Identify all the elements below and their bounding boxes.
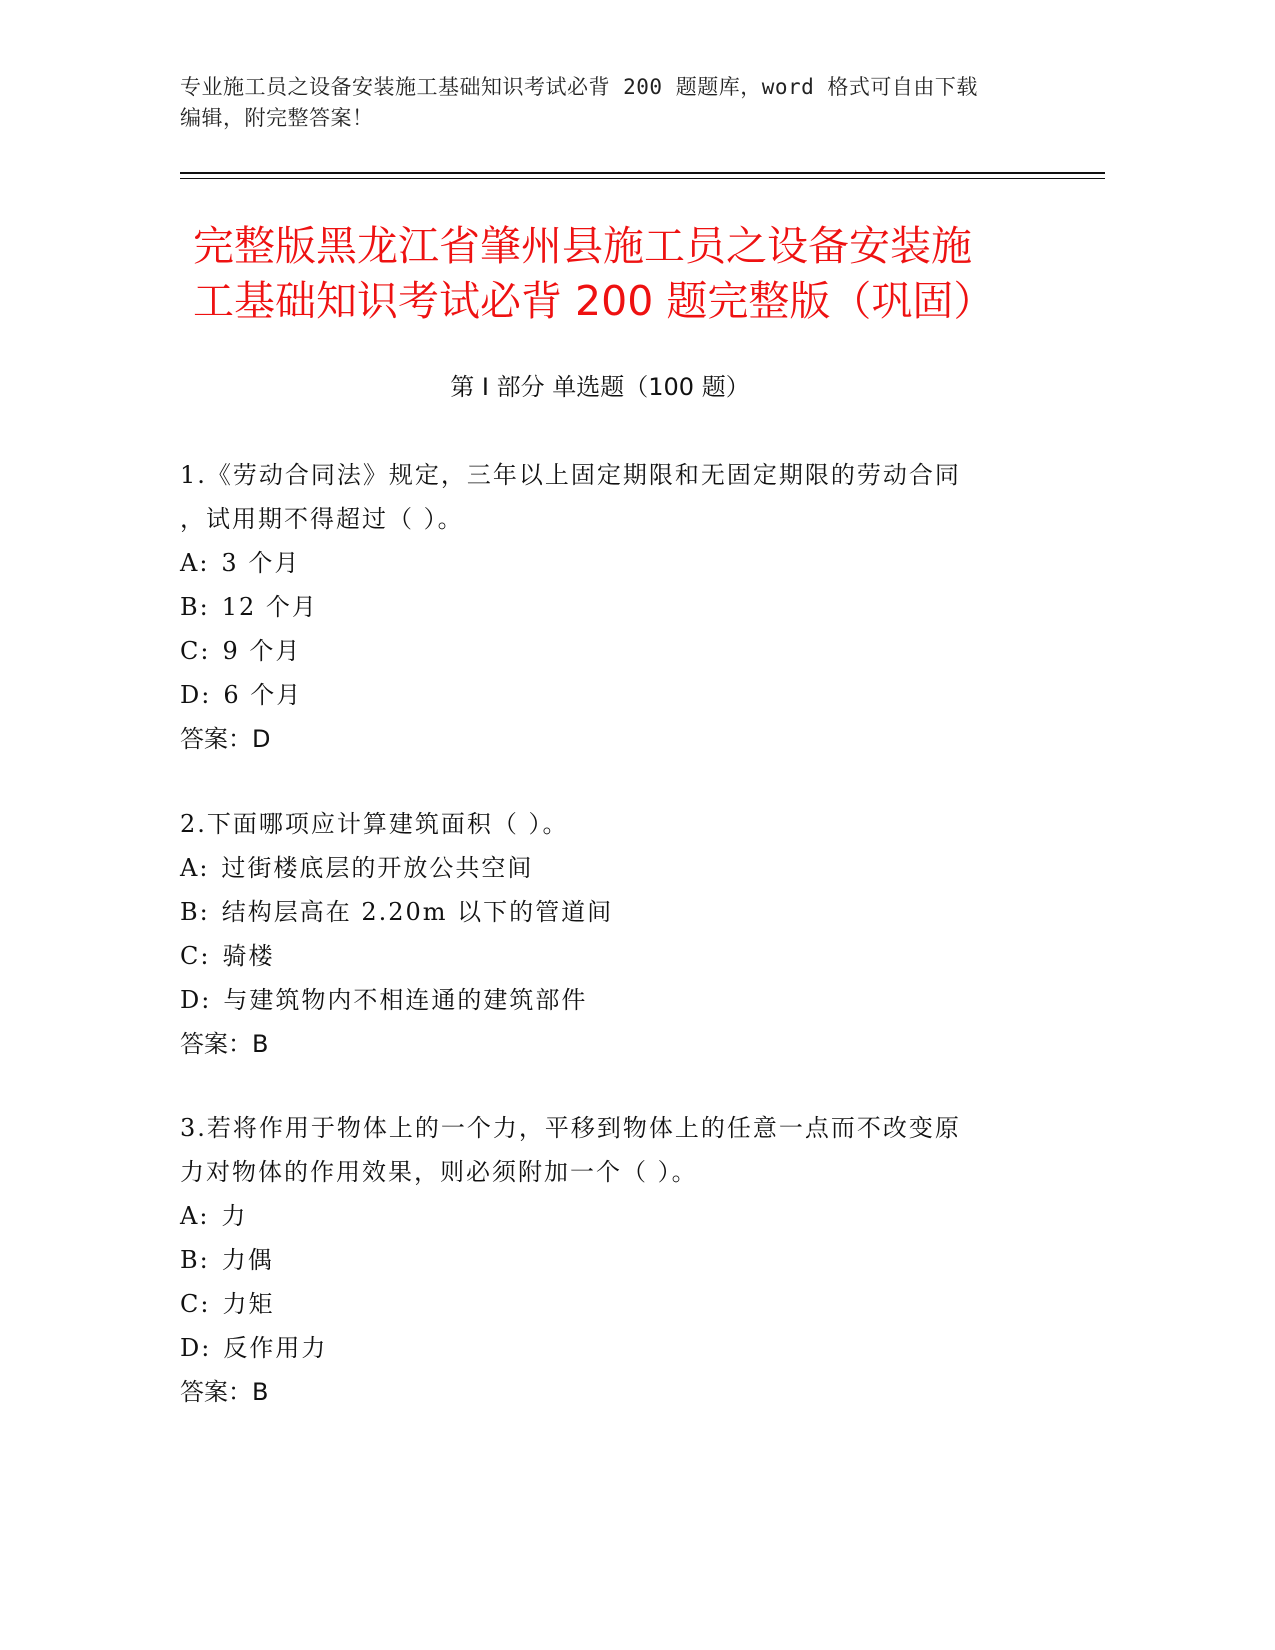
question-stem-line2: ，试用期不得超过（ ）。 (180, 505, 464, 533)
option-text: 力 (221, 1202, 248, 1230)
option-key: A: (180, 549, 210, 577)
option-key: D: (180, 1334, 212, 1362)
option-b (180, 1238, 1040, 1282)
option-key: B: (180, 1246, 210, 1274)
question-stem-line1: 1.《劳动合同法》规定，三年以上固定期限和无固定期限的劳动合同 (180, 461, 961, 489)
option-key: A: (180, 854, 210, 882)
option-b (180, 890, 1040, 934)
option-text: 6 个月 (223, 681, 303, 709)
option-text: 反作用力 (223, 1334, 328, 1362)
question-answer: 答案：B (180, 1030, 269, 1058)
option-c (180, 934, 1040, 978)
question-3 (180, 1106, 1040, 1414)
question-stem-line1: 3.若将作用于物体上的一个力，平移到物体上的任意一点而不改变原 (180, 1114, 961, 1142)
option-a (180, 846, 1040, 890)
option-text: 骑楼 (222, 942, 275, 970)
option-text: 过街楼底层的开放公共空间 (221, 854, 534, 882)
option-key: D: (180, 681, 212, 709)
option-key: D: (180, 986, 212, 1014)
section-title: 第 I 部分 单选题（100 题） (450, 373, 750, 401)
question-stem-line1: 2.下面哪项应计算建筑面积（ ）。 (180, 810, 569, 838)
option-a (180, 541, 1040, 585)
document-title-line1: 完整版黑龙江省肇州县施工员之设备安装施 (193, 222, 972, 270)
option-d (180, 673, 1040, 717)
option-text: 力偶 (221, 1246, 274, 1274)
option-c (180, 1282, 1040, 1326)
header-divider-thin (180, 178, 1105, 179)
option-key: B: (180, 593, 210, 621)
header-note-line1: 专业施工员之设备安装施工基础知识考试必背 200 题题库，word 格式可自由下载 (180, 75, 978, 99)
option-a (180, 1194, 1040, 1238)
option-text: 3 个月 (221, 549, 301, 577)
question-1 (180, 453, 1040, 761)
header-divider-thick (180, 172, 1105, 174)
option-key: C: (180, 942, 211, 970)
document-title (193, 219, 1053, 329)
option-text: 9 个月 (222, 637, 302, 665)
question-stem-line2: 力对物体的作用效果，则必须附加一个（ ）。 (180, 1158, 698, 1186)
question-answer: 答案：B (180, 1378, 269, 1406)
option-text: 与建筑物内不相连通的建筑部件 (223, 986, 588, 1014)
option-key: C: (180, 637, 211, 665)
option-text: 12 个月 (221, 593, 318, 621)
header-note-line2: 编辑，附完整答案！ (180, 106, 374, 130)
option-text: 力矩 (222, 1290, 275, 1318)
option-text: 结构层高在 2.20m 以下的管道间 (221, 898, 614, 926)
header-note (180, 72, 1060, 134)
option-key: B: (180, 898, 210, 926)
option-d (180, 978, 1040, 1022)
option-key: C: (180, 1290, 211, 1318)
question-answer: 答案：D (180, 725, 271, 753)
option-c (180, 629, 1040, 673)
document-title-line2: 工基础知识考试必背 200 题完整版（巩固） (193, 277, 995, 325)
option-key: A: (180, 1202, 210, 1230)
option-b (180, 585, 1040, 629)
question-2 (180, 802, 1040, 1066)
option-d (180, 1326, 1040, 1370)
